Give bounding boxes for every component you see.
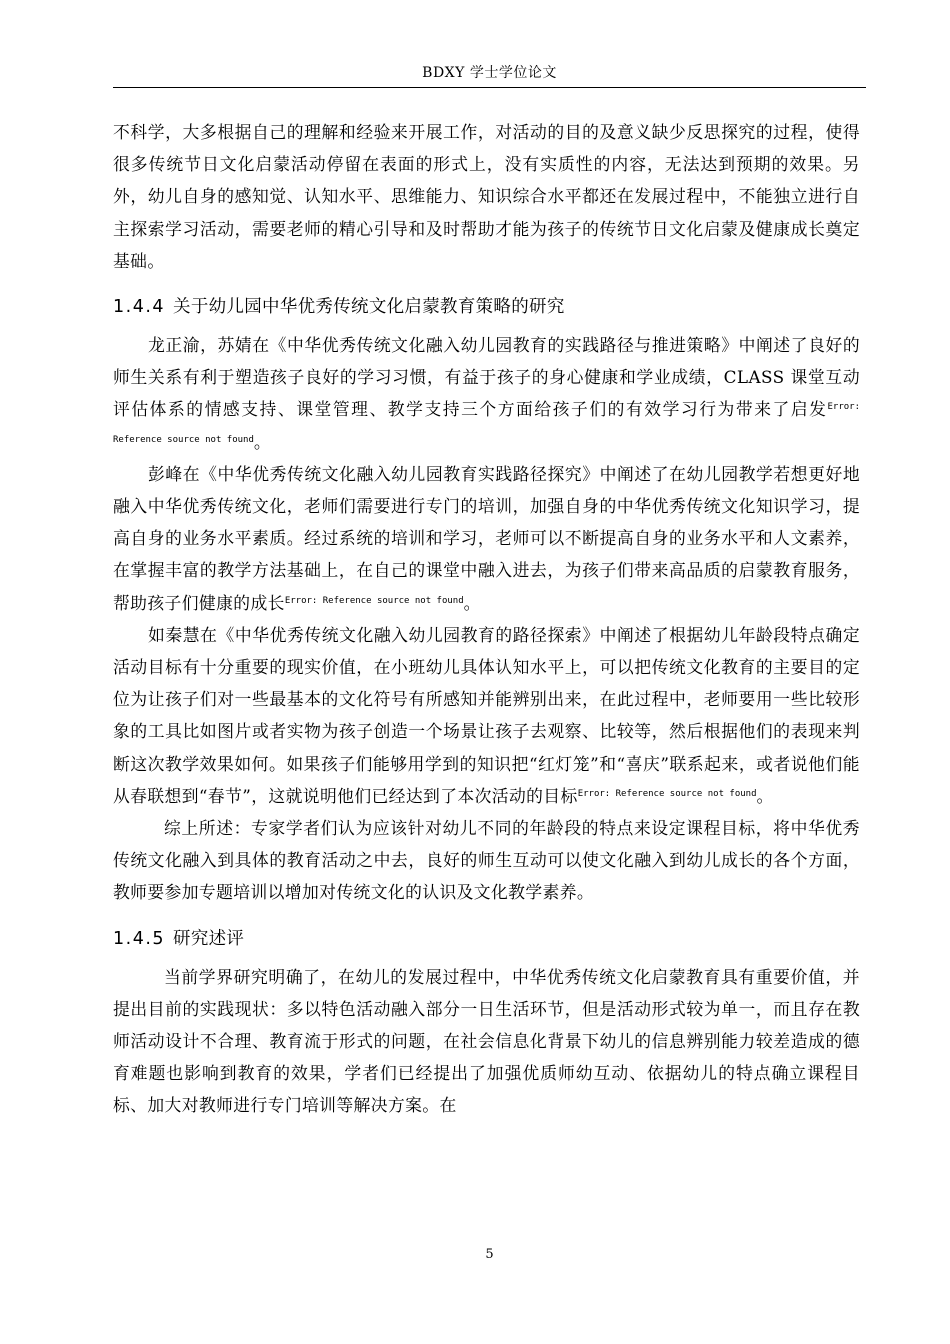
section-number: 1.4.4	[113, 297, 166, 318]
reference-error-note: Error: Reference source not found	[284, 595, 464, 606]
paragraph-summary: 综上所述：专家学者们认为应该针对幼儿不同的年龄段的特点来设定课程目标，将中华优秀传统文化融入到具体的教育活动之中去，良好的师生互动可以使文化融入到幼儿成长的各个方面，教师要参加专题培训以增加对传统文化的认识及文化教学素养。	[113, 818, 860, 903]
sentence-end-mark: 。	[463, 592, 481, 613]
paragraph-text: 如秦慧在《中华优秀传统文化融入幼儿园教育的路径探索》中阐述了根据幼儿年龄段特点确定活动目标有十分重要的现实价值，在小班幼儿具体认知水平上，可以把传统文化教育的主要目的定位为让孩子们对一些最基本的文化符号有所感知并能辨别出来，在此过程中，老师要用一些比较形象的工具比如图片或者实物为孩子创造一个场景让孩子去观察、比较等，然后根据他们的表现来判断这次教学效果如何。如果孩子们能够用学到的知识把“红灯笼”和“喜庆”联系起来，或者说他们能从春联想到“春节”，这就说明他们已经达到了本次活动的目标	[113, 624, 860, 806]
section-number: 1.4.5	[113, 928, 166, 949]
running-header: BDXY 学士学位论文	[422, 65, 557, 81]
section-title: 研究述评	[173, 928, 245, 949]
reference-error-note: Error: Reference source not found	[577, 788, 757, 799]
reference-error-note: Error: Reference source not found	[113, 402, 860, 445]
paragraph-text: 彭峰在《中华优秀传统文化融入幼儿园教育实践路径探究》中阐述了在幼儿园教学若想更好地融入中华优秀传统文化，老师们需要进行专门的培训，加强自身的中华优秀传统文化知识学习，提高自身的业务水平素质。经过系统的培训和学习，老师可以不断提高自身的业务水平和人文素养，在掌握丰富的教学方法基础上，在自己的课堂中融入进去，为孩子们带来高品质的启蒙教育服务，帮助孩子们健康的成长	[113, 463, 860, 613]
paragraph-text: 龙正渝，苏婧在《中华优秀传统文化融入幼儿园教育的实践路径与推进策略》中阐述了良好的师生关系有利于塑造孩子良好的学习习惯，有益于孩子的身心健康和学业成绩，CLASS 课堂互动评估体系的情感支持、课堂管理、教学支持三个方面给孩子们的有效学习行为带来了启发	[113, 335, 860, 420]
paragraph-intro: 不科学，大多根据自己的理解和经验来开展工作，对活动的目的及意义缺少反思探究的过程，使得很多传统节日文化启蒙活动停留在表面的形式上，没有实质性的内容，无法达到预期的效果。另外，幼儿自身的感知觉、认知水平、思维能力、知识综合水平都还在发展过程中，不能独立进行自主探索学习活动，需要老师的精心引导和及时帮助才能为孩子的传统节日文化启蒙及健康成长奠定基础。	[113, 122, 860, 271]
paragraph-review: 当前学界研究明确了，在幼儿的发展过程中，中华优秀传统文化启蒙教育具有重要价值，并提出目前的实践现状：多以特色活动融入部分一日生活环节，但是活动形式较为单一，而且存在教师活动设计不合理、教育流于形式的问题，在社会信息化背景下幼儿的信息辨别能力较差造成的德育难题也影响到教育的效果，学者们已经提出了加强优质师幼互动、依据幼儿的特点确立课程目标、加大对教师进行专门培训等解决方案。在	[113, 966, 860, 1116]
body-text	[113, 116, 860, 1122]
paragraph-peng	[113, 458, 860, 619]
paragraph-long	[113, 329, 860, 458]
sentence-end-mark: 。	[756, 785, 774, 806]
section-heading-1-4-4	[113, 291, 860, 323]
page-number: 5	[485, 1247, 494, 1262]
section-heading-1-4-5	[113, 923, 860, 955]
header-divider	[113, 87, 866, 88]
sentence-end-mark: 。	[253, 431, 272, 452]
section-title: 关于幼儿园中华优秀传统文化启蒙教育策略的研究	[173, 297, 565, 318]
paragraph-qin	[113, 619, 860, 812]
